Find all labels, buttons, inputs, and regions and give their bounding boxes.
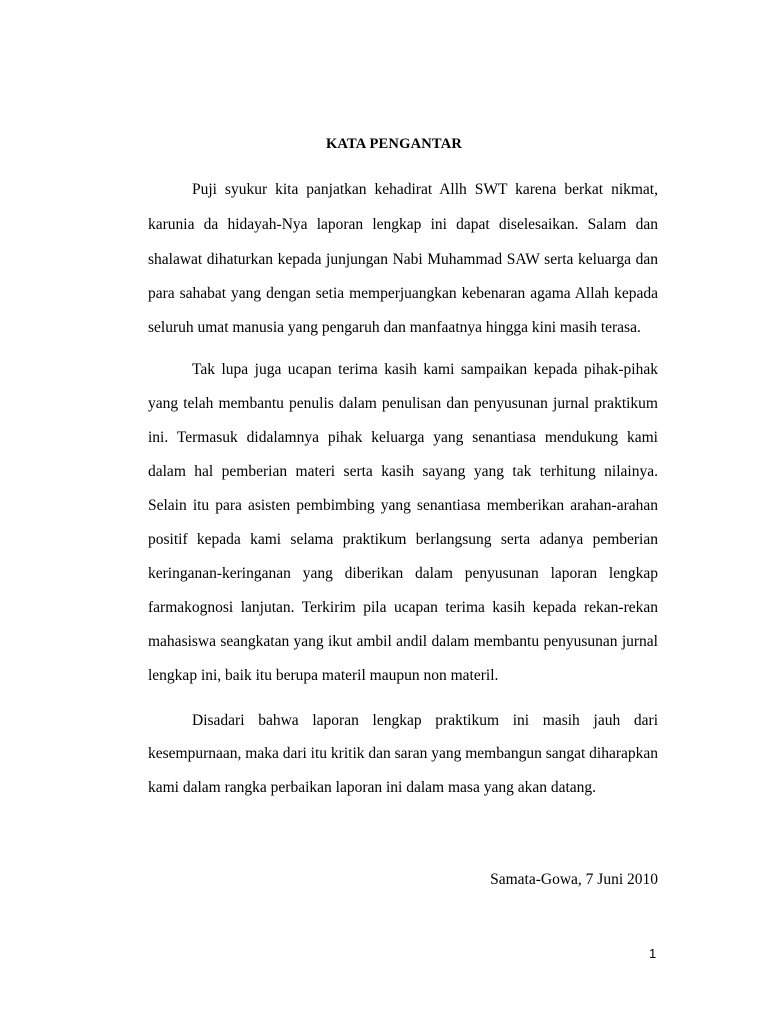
place-date: Samata-Gowa, 7 Juni 2010 <box>490 871 658 888</box>
text-line: karunia da hidayah-Nya laporan lengkap ini dapat diselesaikan. Salam dan <box>148 216 658 233</box>
text-line: keringanan-keringanan yang diberikan dalam penyusunan laporan lengkap <box>148 565 658 582</box>
text-line: para sahabat yang dengan setia memperjuangkan kebenaran agama Allah kepada <box>148 285 658 302</box>
text-line: Puji syukur kita panjatkan kehadirat Allh SWT karena berkat nikmat, <box>192 181 658 198</box>
text-line: Disadari bahwa laporan lengkap praktikum ini masih jauh dari <box>192 712 658 729</box>
text-line: mahasiswa seangkatan yang ikut ambil andil dalam membantu penyusunan jurnal <box>148 633 658 650</box>
page-number: 1 <box>649 946 657 961</box>
text-line: yang telah membantu penulis dalam penulisan dan penyusunan jurnal praktikum <box>148 395 658 412</box>
text-line: kami dalam rangka perbaikan laporan ini dalam masa yang akan datang. <box>148 779 597 796</box>
text-line: dalam hal pemberian materi serta kasih sayang yang tak terhitung nilainya. <box>148 463 658 480</box>
text-line: ini. Termasuk didalamnya pihak keluarga yang senantiasa mendukung kami <box>148 429 658 446</box>
text-line: Selain itu para asisten pembimbing yang senantiasa memberikan arahan-arahan <box>148 497 658 514</box>
text-line: kesempurnaan, maka dari itu kritik dan saran yang membangun sangat diharapkan <box>148 745 659 762</box>
text-line: Tak lupa juga ucapan terima kasih kami sampaikan kepada pihak-pihak <box>192 361 658 378</box>
text-line: shalawat dihaturkan kepada junjungan Nabi Muhammad SAW serta keluarga dan <box>148 251 658 268</box>
page-title: KATA PENGANTAR <box>325 136 463 152</box>
text-line: farmakognosi lanjutan. Terkirim pila ucapan terima kasih kepada rekan-rekan <box>148 599 658 616</box>
text-line: lengkap ini, baik itu berupa materil maupun non materil. <box>148 667 499 684</box>
text-line: positif kepada kami selama praktikum berlangsung serta adanya pemberian <box>148 531 658 548</box>
text-line: seluruh umat manusia yang pengaruh dan manfaatnya hingga kini masih terasa. <box>148 319 641 336</box>
